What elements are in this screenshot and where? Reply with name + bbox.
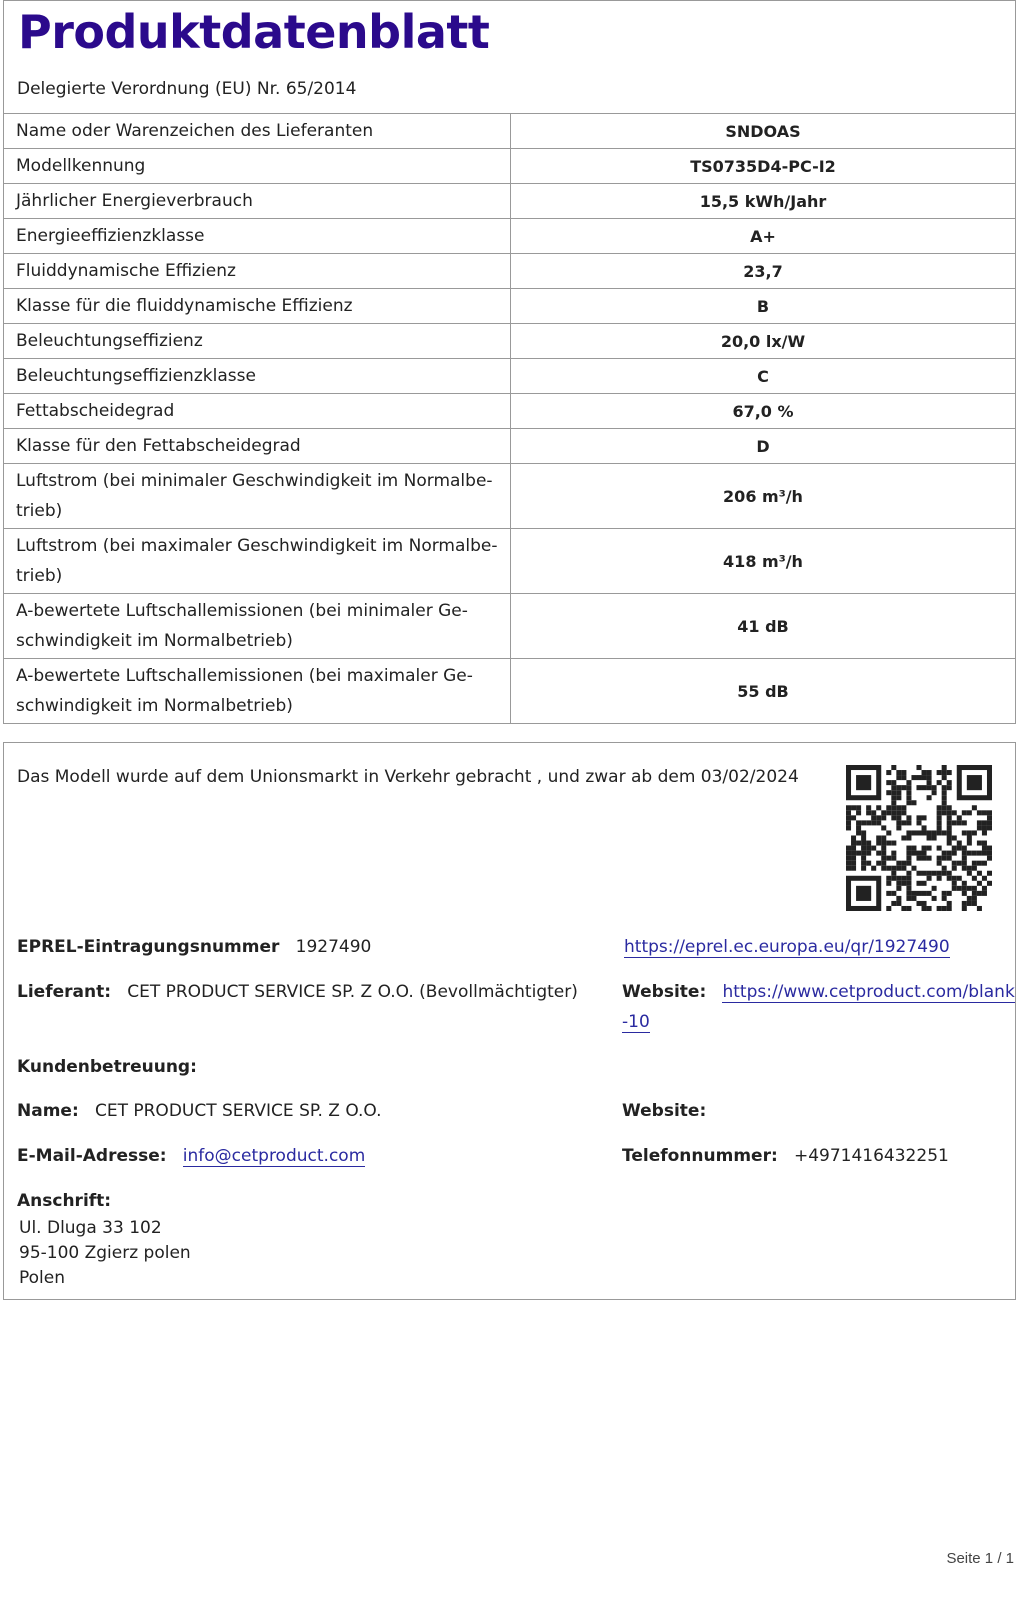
row-label: A-bewertete Luftschallemissionen (bei maximaler Ge-schwindigkeit im Normalbetrieb) (4, 659, 511, 724)
email-link[interactable]: info@cetproduct.com (182, 1146, 366, 1166)
supplier-website-link[interactable]: https://www.cetproduct.com/blank (722, 982, 1015, 1002)
row-label: Modellkennung (4, 149, 511, 184)
phone-number: +4971416432251 (793, 1146, 949, 1166)
row-value: 206 m³/h (511, 464, 1016, 529)
row-label: A-bewertete Luftschallemissionen (bei minimaler Ge-schwindigkeit im Normalbetrieb) (4, 594, 511, 659)
supplier-website-label: Website: (622, 982, 707, 1002)
table-row (4, 464, 1016, 529)
row-label: Beleuchtungseffizienz (4, 324, 511, 359)
phone-label: Telefonnummer: (622, 1146, 778, 1166)
table-row (4, 149, 1016, 184)
header-box (3, 0, 1016, 724)
row-value: 15,5 kWh/Jahr (511, 184, 1016, 219)
support-name-label: Name: (17, 1101, 79, 1121)
market-text: Das Modell wurde auf dem Unionsmarkt in Verkehr gebracht , und zwar ab dem 03/02/2024 (17, 767, 799, 787)
row-value: B (511, 289, 1016, 324)
row-label: Luftstrom (bei maximaler Geschwindigkeit im Normalbe-trieb) (4, 529, 511, 594)
row-label: Energieeffizienzklasse (4, 219, 511, 254)
table-row (4, 184, 1016, 219)
table-row (4, 114, 1016, 149)
support-website-label: Website: (622, 1101, 707, 1121)
row-label: Klasse für die fluiddynamische Effizienz (4, 289, 511, 324)
row-label: Klasse für den Fettabscheidegrad (4, 429, 511, 464)
page-title: Produktdatenblatt (18, 5, 490, 59)
row-value: A+ (511, 219, 1016, 254)
eprel-label: EPREL-Eintragungsnummer (17, 937, 280, 957)
row-value: D (511, 429, 1016, 464)
supplier-website-link-cont[interactable]: -10 (622, 1012, 650, 1032)
address-line: 95-100 Zgierz polen (19, 1243, 191, 1263)
row-label: Name oder Warenzeichen des Lieferanten (4, 114, 511, 149)
row-value: 41 dB (511, 594, 1016, 659)
regulation: Delegierte Verordnung (EU) Nr. 65/2014 (17, 79, 357, 99)
eprel-link[interactable]: https://eprel.ec.europa.eu/qr/1927490 (624, 937, 950, 957)
row-label: Jährlicher Energieverbrauch (4, 184, 511, 219)
supplier-label: Lieferant: (17, 982, 111, 1002)
table-row (4, 289, 1016, 324)
address-label: Anschrift: (17, 1191, 112, 1211)
address (19, 1216, 191, 1291)
table-row (4, 219, 1016, 254)
email-label: E-Mail-Adresse: (17, 1146, 167, 1166)
row-value: C (511, 359, 1016, 394)
row-value: TS0735D4-PC-I2 (511, 149, 1016, 184)
qr-code[interactable] (846, 765, 992, 911)
support-name: CET PRODUCT SERVICE SP. Z O.O. (94, 1101, 382, 1121)
table-row (4, 429, 1016, 464)
page-number: Seite 1 / 1 (946, 1550, 1014, 1567)
table-row (4, 254, 1016, 289)
address-line: Polen (19, 1268, 66, 1288)
row-value: 418 m³/h (511, 529, 1016, 594)
row-label: Fluiddynamische Effizienz (4, 254, 511, 289)
row-value: 67,0 % (511, 394, 1016, 429)
row-label: Luftstrom (bei minimaler Geschwindigkeit im Normalbe-trieb) (4, 464, 511, 529)
table-row (4, 659, 1016, 724)
row-value: 20,0 lx/W (511, 324, 1016, 359)
row-value: 23,7 (511, 254, 1016, 289)
table-row (4, 394, 1016, 429)
info-box (3, 742, 1016, 1300)
row-value: SNDOAS (511, 114, 1016, 149)
table-row (4, 324, 1016, 359)
spec-table (3, 113, 1016, 724)
eprel-number: 1927490 (295, 937, 372, 957)
row-label: Fettabscheidegrad (4, 394, 511, 429)
table-row (4, 594, 1016, 659)
table-row (4, 359, 1016, 394)
supplier-name: CET PRODUCT SERVICE SP. Z O.O. (Bevollmächtigter) (127, 982, 578, 1002)
row-value: 55 dB (511, 659, 1016, 724)
row-label: Beleuchtungseffizienzklasse (4, 359, 511, 394)
table-row (4, 529, 1016, 594)
support-heading: Kundenbetreuung: (17, 1057, 197, 1077)
address-line: Ul. Dluga 33 102 (19, 1218, 162, 1238)
